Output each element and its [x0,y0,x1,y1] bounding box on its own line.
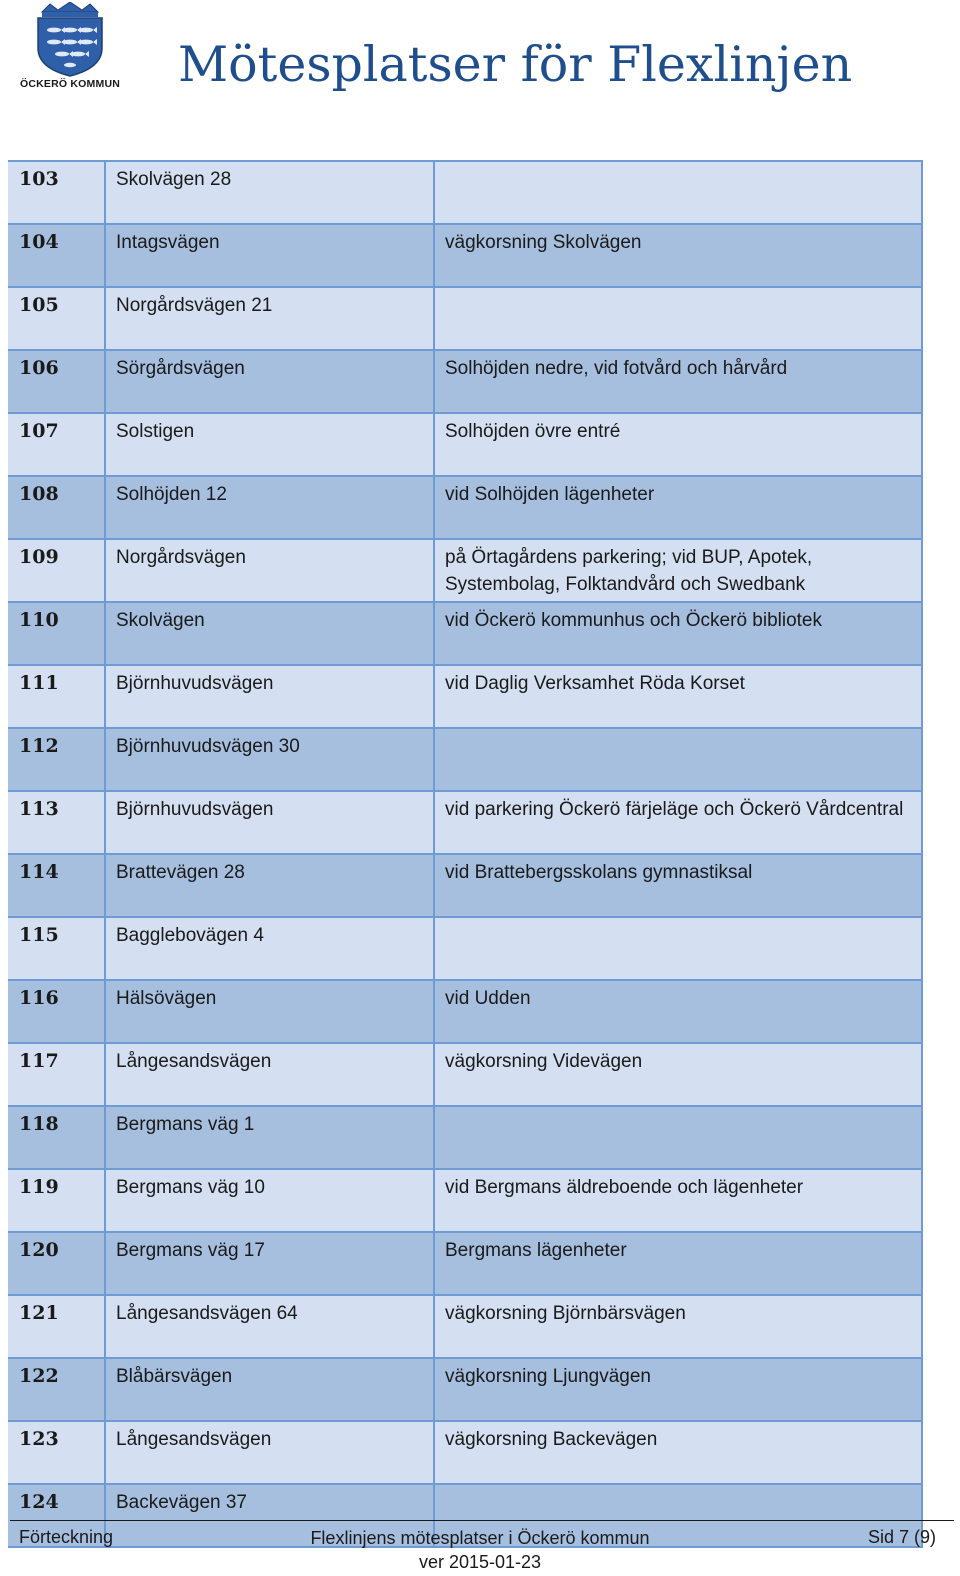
table-row [8,602,922,665]
stop-number: 106 [8,350,105,413]
stop-description: Solhöjden nedre, vid fotvård och hårvård [434,350,922,413]
stop-street: Brattevägen 28 [105,854,434,917]
page-title: Mötesplatser för Flexlinjen [178,36,853,93]
table-row [8,539,922,602]
stop-description: vid Öckerö kommunhus och Öckerö bibliotek [434,602,922,665]
footer-document-title: Flexlinjens mötesplatser i Öckerö kommun [310,1528,650,1548]
stop-street: Backevägen 37 [105,1484,434,1547]
stop-number: 121 [8,1295,105,1358]
municipality-logo [20,2,120,94]
table-row [8,350,922,413]
footer-divider [10,1520,954,1521]
table-row [8,665,922,728]
stop-number: 109 [8,539,105,602]
stop-street: Sörgårdsvägen [105,350,434,413]
stop-street: Norgårdsvägen 21 [105,287,434,350]
stop-description: vägkorsning Björnbärsvägen [434,1295,922,1358]
stop-description: vägkorsning Backevägen [434,1421,922,1484]
stop-number: 118 [8,1106,105,1169]
stop-description: vid parkering Öckerö färjeläge och Öckerö Vårdcentral [434,791,922,854]
stop-description [434,917,922,980]
stop-description: vägkorsning Ljungvägen [434,1358,922,1421]
table-row [8,1043,922,1106]
table-row [8,1421,922,1484]
table-row [8,1106,922,1169]
stop-number: 113 [8,791,105,854]
stop-number: 120 [8,1232,105,1295]
table-row [8,791,922,854]
stop-street: Björnhuvudsvägen [105,791,434,854]
stop-number: 122 [8,1358,105,1421]
stop-street: Långesandsvägen 64 [105,1295,434,1358]
stop-street: Bergmans väg 10 [105,1169,434,1232]
table-row [8,413,922,476]
stop-number: 116 [8,980,105,1043]
table-row [8,1169,922,1232]
table-body [8,161,922,1547]
stop-street: Skolvägen [105,602,434,665]
table-row [8,917,922,980]
stop-street: Norgårdsvägen [105,539,434,602]
meeting-points-table [8,160,923,1548]
stop-number: 103 [8,161,105,224]
table-row [8,476,922,539]
stop-description: vid Solhöjden lägenheter [434,476,922,539]
stop-description: på Örtagårdens parkering; vid BUP, Apotek, Systembolag, Folktandvård och Swedbank [434,539,922,602]
table-row [8,224,922,287]
stop-street: Långesandsvägen [105,1421,434,1484]
stop-number: 119 [8,1169,105,1232]
stop-street: Bagglebovägen 4 [105,917,434,980]
stop-number: 108 [8,476,105,539]
stop-description [434,1106,922,1169]
stop-street: Björnhuvudsvägen [105,665,434,728]
footer-page-number: Sid 7 (9) [867,1527,936,1547]
stop-street: Långesandsvägen [105,1043,434,1106]
stop-street: Solhöjden 12 [105,476,434,539]
stop-description: Bergmans lägenheter [434,1232,922,1295]
stop-description: Solhöjden övre entré [434,413,922,476]
stop-street: Blåbärsvägen [105,1358,434,1421]
table-row [8,287,922,350]
stop-description: vid Udden [434,980,922,1043]
stop-street: Björnhuvudsvägen 30 [105,728,434,791]
coat-of-arms-icon [20,2,120,78]
stop-street: Skolvägen 28 [105,161,434,224]
stop-number: 124 [8,1484,105,1547]
stop-description: vid Brattebergsskolans gymnastiksal [434,854,922,917]
stop-description [434,287,922,350]
stop-number: 114 [8,854,105,917]
stop-street: Hälsövägen [105,980,434,1043]
table-row [8,980,922,1043]
stop-number: 123 [8,1421,105,1484]
stop-number: 110 [8,602,105,665]
footer-left-text: Förteckning [19,1527,114,1547]
stop-description: vägkorsning Videvägen [434,1043,922,1106]
table-row [8,161,922,224]
stop-street: Intagsvägen [105,224,434,287]
logo-text: ÖCKERÖ KOMMUN [20,78,121,90]
table-row [8,1295,922,1358]
stop-number: 105 [8,287,105,350]
stop-number: 104 [8,224,105,287]
footer-center-text [250,1526,710,1574]
footer-version: ver 2015-01-23 [418,1552,542,1572]
table-row [8,854,922,917]
stop-street: Bergmans väg 1 [105,1106,434,1169]
stop-number: 111 [8,665,105,728]
stop-description: vid Daglig Verksamhet Röda Korset [434,665,922,728]
table-row [8,728,922,791]
table-row [8,1358,922,1421]
stop-street: Solstigen [105,413,434,476]
stops-table-container [8,160,922,1548]
stop-description: vägkorsning Skolvägen [434,224,922,287]
stop-number: 107 [8,413,105,476]
stop-number: 117 [8,1043,105,1106]
stop-description: vid Bergmans äldreboende och lägenheter [434,1169,922,1232]
stop-number: 112 [8,728,105,791]
stop-number: 115 [8,917,105,980]
stop-street: Bergmans väg 17 [105,1232,434,1295]
table-row [8,1232,922,1295]
stop-description [434,161,922,224]
stop-description [434,728,922,791]
